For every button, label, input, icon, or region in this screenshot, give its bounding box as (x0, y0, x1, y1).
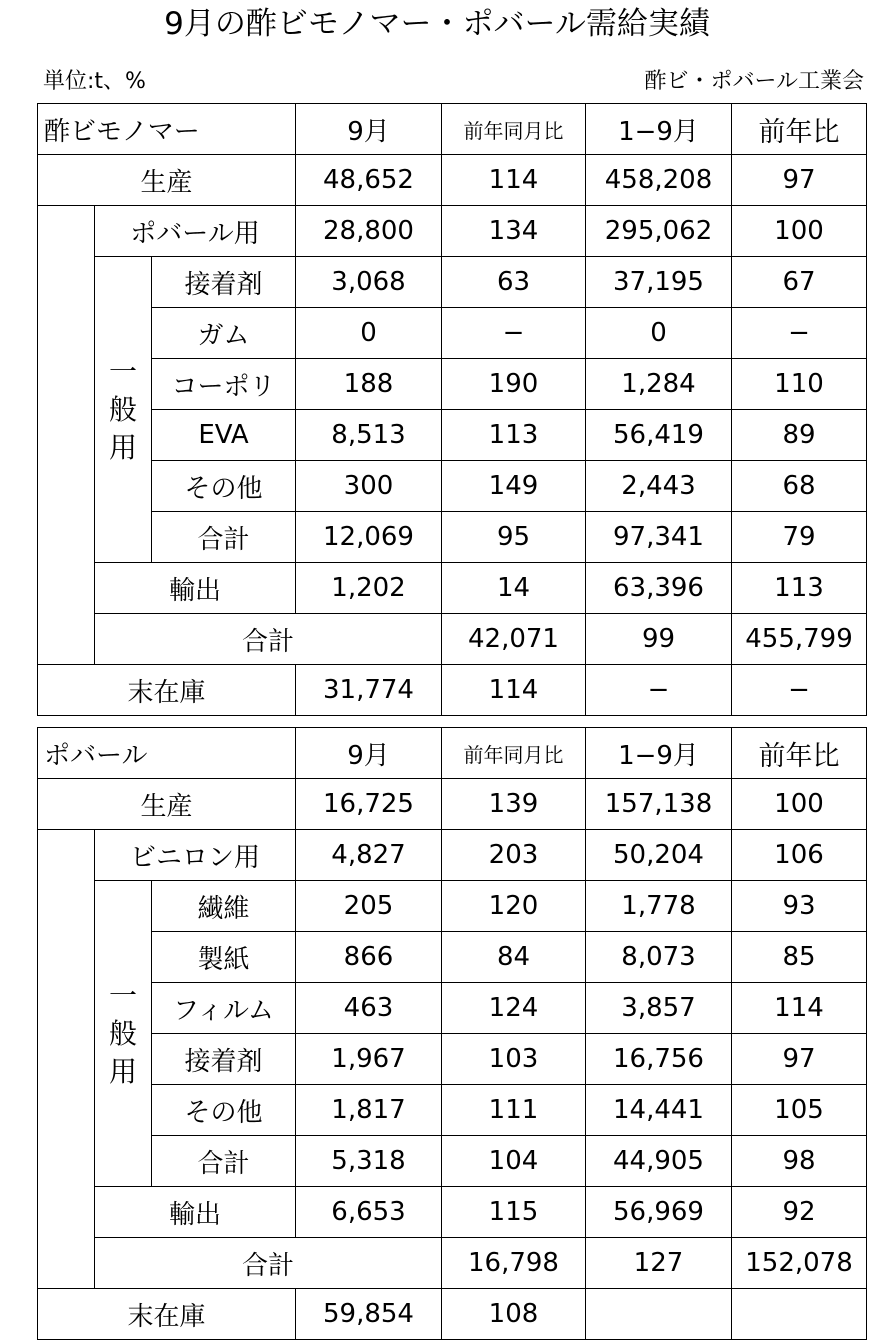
cell: 127 (586, 1238, 732, 1289)
row-label: EVA (152, 410, 296, 461)
cell: 48,652 (296, 155, 442, 206)
cell: 12,069 (296, 512, 442, 563)
pvoh-table (37, 727, 867, 1340)
row-label: その他 (152, 1085, 296, 1136)
cell: 111 (442, 1085, 586, 1136)
cell (732, 1289, 867, 1340)
cell: 99 (586, 614, 732, 665)
group-label-text: 一般用 (109, 354, 138, 464)
unit-label: 単位:t、% (43, 69, 146, 94)
col-header: 前年同月比 (442, 728, 586, 779)
group-label-text: 一般用 (109, 978, 138, 1088)
cell: 149 (442, 461, 586, 512)
group-label (95, 881, 152, 1187)
cell: 98 (732, 1136, 867, 1187)
cell: 114 (442, 665, 586, 716)
table-row (38, 983, 867, 1034)
cell: 104 (442, 1136, 586, 1187)
cell: 97 (732, 155, 867, 206)
cell: − (586, 665, 732, 716)
cell: 0 (296, 308, 442, 359)
row-label: 繊維 (152, 881, 296, 932)
table-row (38, 1136, 867, 1187)
cell: 2,443 (586, 461, 732, 512)
source-label: 酢ビ・ポバール工業会 (644, 69, 864, 94)
cell: 463 (296, 983, 442, 1034)
cell: 92 (732, 1187, 867, 1238)
cell: 63 (442, 257, 586, 308)
cell: − (442, 308, 586, 359)
table-row (38, 359, 867, 410)
row-label: 合計 (152, 1136, 296, 1187)
cell: − (732, 665, 867, 716)
cell: 97,341 (586, 512, 732, 563)
cell: 3,068 (296, 257, 442, 308)
cell: 866 (296, 932, 442, 983)
row-label: 合計 (152, 512, 296, 563)
cell: 93 (732, 881, 867, 932)
row-label: 接着剤 (152, 1034, 296, 1085)
cell: 28,800 (296, 206, 442, 257)
cell: 59,854 (296, 1289, 442, 1340)
page-title: 9月の酢ビモノマー・ポバール需給実績 (164, 6, 710, 42)
cell: 37,195 (586, 257, 732, 308)
cell: 114 (442, 155, 586, 206)
cell: 188 (296, 359, 442, 410)
row-label: 接着剤 (152, 257, 296, 308)
table-row (38, 614, 867, 665)
row-label: 合計 (95, 614, 442, 665)
cell: 3,857 (586, 983, 732, 1034)
cell: 6,653 (296, 1187, 442, 1238)
col-header: 9月 (296, 728, 442, 779)
row-label: 末在庫 (38, 1289, 296, 1340)
cell: 68 (732, 461, 867, 512)
indent-cell (38, 830, 95, 1289)
table-row (38, 410, 867, 461)
cell: 1,202 (296, 563, 442, 614)
cell: 1,778 (586, 881, 732, 932)
col-header: 前年比 (732, 728, 867, 779)
cell: 100 (732, 779, 867, 830)
table-row (38, 1034, 867, 1085)
cell: 67 (732, 257, 867, 308)
row-label: その他 (152, 461, 296, 512)
table-row (38, 206, 867, 257)
cell: − (732, 308, 867, 359)
cell: 56,419 (586, 410, 732, 461)
cell: 139 (442, 779, 586, 830)
cell: 63,396 (586, 563, 732, 614)
table-row (38, 779, 867, 830)
cell: 114 (732, 983, 867, 1034)
cell: 157,138 (586, 779, 732, 830)
header-row (38, 104, 867, 155)
cell: 455,799 (732, 614, 867, 665)
col-header: 1−9月 (586, 104, 732, 155)
cell: 16,756 (586, 1034, 732, 1085)
cell: 113 (732, 563, 867, 614)
cell: 205 (296, 881, 442, 932)
col-header: 9月 (296, 104, 442, 155)
cell: 79 (732, 512, 867, 563)
cell: 103 (442, 1034, 586, 1085)
row-label: 合計 (95, 1238, 442, 1289)
cell: 124 (442, 983, 586, 1034)
cell: 50,204 (586, 830, 732, 881)
table-row (38, 512, 867, 563)
table-row (38, 308, 867, 359)
table-row (38, 1238, 867, 1289)
table-row (38, 461, 867, 512)
row-label: 輸出 (95, 563, 296, 614)
cell: 14,441 (586, 1085, 732, 1136)
row-label: 製紙 (152, 932, 296, 983)
cell: 105 (732, 1085, 867, 1136)
header-row (38, 728, 867, 779)
row-label: 生産 (38, 779, 296, 830)
cell: 56,969 (586, 1187, 732, 1238)
group-label (95, 257, 152, 563)
cell: 95 (442, 512, 586, 563)
table-row (38, 257, 867, 308)
cell: 0 (586, 308, 732, 359)
cell: 97 (732, 1034, 867, 1085)
cell: 84 (442, 932, 586, 983)
col-header: 1−9月 (586, 728, 732, 779)
cell: 16,725 (296, 779, 442, 830)
cell (586, 1289, 732, 1340)
col-header: 前年同月比 (442, 104, 586, 155)
cell: 106 (732, 830, 867, 881)
cell: 190 (442, 359, 586, 410)
cell: 458,208 (586, 155, 732, 206)
cell: 31,774 (296, 665, 442, 716)
row-label: 輸出 (95, 1187, 296, 1238)
col-header: 前年比 (732, 104, 867, 155)
row-label: フィルム (152, 983, 296, 1034)
table-row (38, 155, 867, 206)
cell: 44,905 (586, 1136, 732, 1187)
cell: 120 (442, 881, 586, 932)
cell: 85 (732, 932, 867, 983)
row-label: ビニロン用 (95, 830, 296, 881)
cell: 295,062 (586, 206, 732, 257)
table-row (38, 1187, 867, 1238)
vam-table (37, 103, 867, 716)
cell: 89 (732, 410, 867, 461)
row-label: ガム (152, 308, 296, 359)
table-row (38, 563, 867, 614)
row-label: 生産 (38, 155, 296, 206)
cell: 16,798 (442, 1238, 586, 1289)
row-label: ポバール用 (95, 206, 296, 257)
cell: 203 (442, 830, 586, 881)
table-row (38, 1085, 867, 1136)
cell: 115 (442, 1187, 586, 1238)
table-header-label: ポバール (38, 728, 296, 779)
table-row (38, 665, 867, 716)
cell: 108 (442, 1289, 586, 1340)
table-row (38, 1289, 867, 1340)
cell: 5,318 (296, 1136, 442, 1187)
table-header-label: 酢ビモノマー (38, 104, 296, 155)
cell: 152,078 (732, 1238, 867, 1289)
table-row (38, 881, 867, 932)
cell: 8,073 (586, 932, 732, 983)
table-row (38, 932, 867, 983)
cell: 113 (442, 410, 586, 461)
cell: 134 (442, 206, 586, 257)
cell: 8,513 (296, 410, 442, 461)
cell: 300 (296, 461, 442, 512)
cell: 1,967 (296, 1034, 442, 1085)
cell: 14 (442, 563, 586, 614)
row-label: 末在庫 (38, 665, 296, 716)
row-label: コーポリ (152, 359, 296, 410)
cell: 110 (732, 359, 867, 410)
table-row (38, 830, 867, 881)
cell: 4,827 (296, 830, 442, 881)
cell: 1,284 (586, 359, 732, 410)
cell: 1,817 (296, 1085, 442, 1136)
cell: 42,071 (442, 614, 586, 665)
indent-cell (38, 206, 95, 665)
cell: 100 (732, 206, 867, 257)
